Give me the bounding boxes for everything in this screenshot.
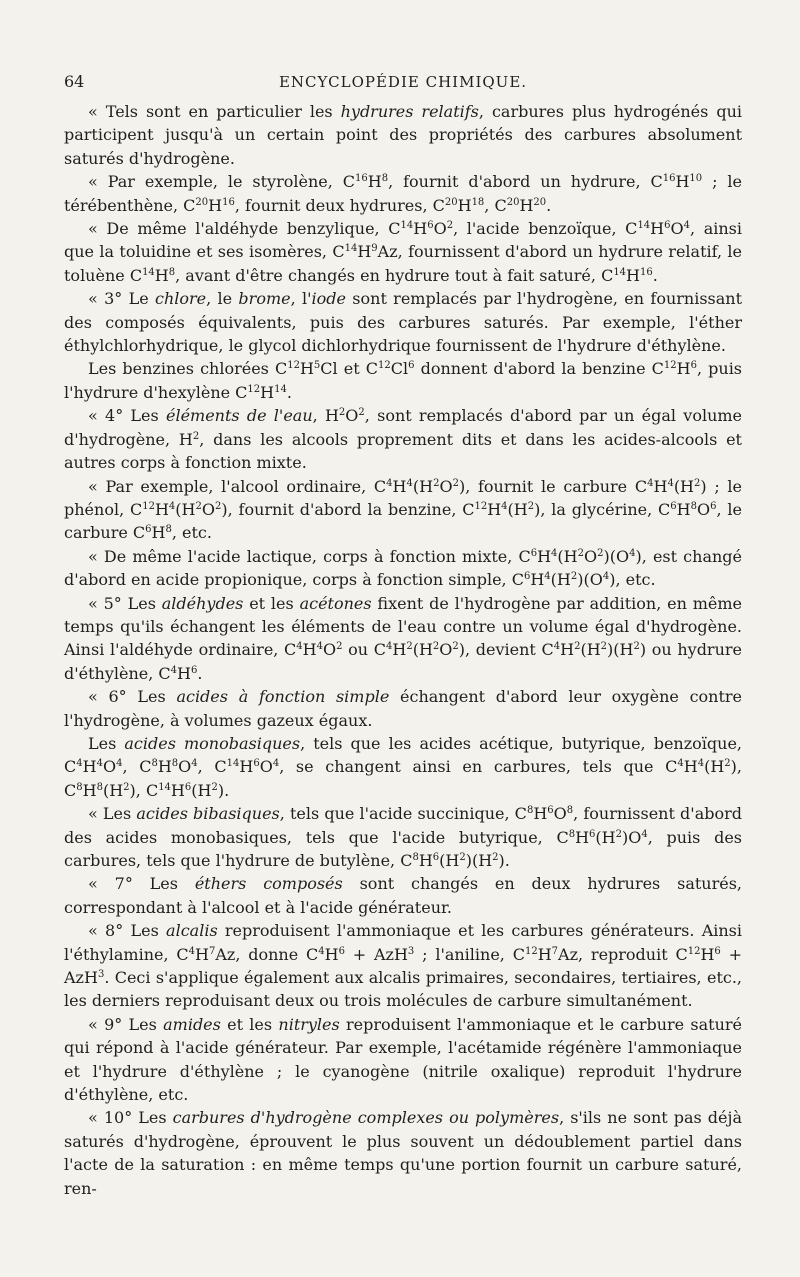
paragraph: « Tels sont en particulier les hydrures relatifs, carbures plus hydrogénés qui participent jusqu'à un certain point des propriétés des carbures absolument saturés d'hydrogène. (64, 102, 742, 168)
paragraph: « 9° Les amides et les nitryles reproduisent l'ammoniaque et le carbure saturé qui répond à l'acide générateur. Par exemple, l'acétamide régénère l'ammoniaque et l'hydrure d'éthylène ; le cyanogène (nitrile oxalique) reproduit l'hydrure d'éthylène, etc. (64, 1014, 743, 1105)
paragraph: « 7° Les éthers composés sont changés en deux hydrures saturés, correspondant à l'alcool et à l'acide générateur. (64, 874, 743, 917)
paragraph: « Les acides bibasiques, tels que l'acide succinique, $C^8H^6O^8$, fournissent d'abord des acides monobasiques, tels que l'acide butyrique, $C^8H^6(H^2)O^4$, puis des carbures, tels que l'hydrure de butylène, $C^8H^6(H^2)(H^2)$. (64, 804, 743, 870)
paragraph: « 8° Les alcalis reproduisent l'ammoniaque et les carbures générateurs. Ainsi l'éthylamine, $C^4H^7Az$, donne $C^4H^6 + AzH^3$ ; l'aniline, $C^{12}H^7Az$, reproduit $C^{12}H^6 + AzH^3$. Ceci s'applique également aux alcalis primaires, secondaires, tertiaires, etc., les derniers reproduisant deux ou trois molécules de carbure simultanément. (64, 921, 743, 1011)
page-number: 64 (64, 72, 85, 91)
paragraph: « 10° Les carbures d'hydrogène complexes ou polymères, s'ils ne sont pas déjà saturés d'hydrogène, éprouvent le plus souvent un dédoublement partiel dans l'acte de la saturation : en même temps qu'une portion fournit un carbure saturé, ren- (64, 1108, 743, 1198)
paragraph: « De même l'acide lactique, corps à fonction mixte, $C^6H^4(H^2O^2)(O^4)$, est changé d'abord en acide propionique, corps à fonction simple, $C^6H^4(H^2)(O^4)$, etc. (64, 546, 742, 590)
running-title: ENCYCLOPÉDIE CHIMIQUE. (278, 73, 528, 91)
paragraph: « Par exemple, l'alcool ordinaire, $C^4H^4(H^2O^2)$, fournit le carbure $C^4H^4(H^2)$ ; le phénol, $C^{12}H^4(H^2O^2)$, fournit d'abord la benzine, $C^{12}H^4(H^2)$, la glycérine, $C^6H^8O^6$, le carbure $C^6H^8$, etc. (64, 476, 743, 543)
paragraph: « 6° Les acides à fonction simple échangent d'abord leur oxygène contre l'hydrogène, à volumes gazeux égaux. (64, 687, 743, 730)
page (64, 72, 742, 1200)
paragraph: « De même l'aldéhyde benzylique, $C^{14}H^6O^2$, l'acide benzoïque, $C^{14}H^6O^4$, ainsi que la toluidine et ses isomères, $C^{14}H^9Az$, fournissent d'abord un hydrure relatif, le toluène $C^{14}H^8$, avant d'être changés en hydrure tout à fait saturé, $C^{14}H^{16}$. (64, 219, 743, 285)
paragraph: « 3° Le chlore, le brome, l'iode sont remplacés par l'hydrogène, en fournissant des composés équivalents, puis des carbures saturés. Par exemple, l'éther éthylchlorhydrique, le glycol dichlorhydrique fournissent de l'hydrure d'éthylène. (64, 289, 743, 356)
page-header (64, 72, 742, 100)
paragraph: « 4° Les éléments de l'eau, $H^2O^2$, sont remplacés d'abord par un égal volume d'hydrogène, $H^2$, dans les alcools proprement dits et dans les acides-alcools et autres corps à fonction mixte. (64, 406, 743, 473)
paragraph: Les benzines chlorées $C^{12}H^5Cl$ et $C^{12}Cl^6$ donnent d'abord la benzine $C^{12}H^6$, puis l'hydrure d'hexylène $C^{12}H^{14}$. (64, 359, 743, 402)
paragraph: « 5° Les aldéhydes et les acétones fixent de l'hydrogène par addition, en même temps qu'ils échangent les éléments de l'eau contre un volume égal d'hydrogène. Ainsi l'aldéhyde ordinaire, $C^4H^4O^2$ ou $C^4H^2(H^2O^2)$, devient $C^4H^2(H^2)(H^2)$ ou hydrure d'éthylène, $C^4H^6$. (64, 593, 743, 683)
body-text (64, 100, 742, 1200)
paragraph: Les acides monobasiques, tels que les acides acétique, butyrique, benzoïque, $C^4H^4O^4$, $C^8H^8O^4$, $C^{14}H^6O^4$, se changent ainsi en carbures, tels que $C^4H^4(H^2)$, $C^8H^8(H^2)$, $C^{14}H^6(H^2)$. (64, 733, 743, 800)
paragraph: « Par exemple, le styrolène, $C^{16}H^8$, fournit d'abord un hydrure, $C^{16}H^{10}$ ; le térébenthène, $C^{20}H^{16}$, fournit deux hydrures, $C^{20}H^{18}$, $C^{20}H^{20}$. (64, 172, 743, 215)
